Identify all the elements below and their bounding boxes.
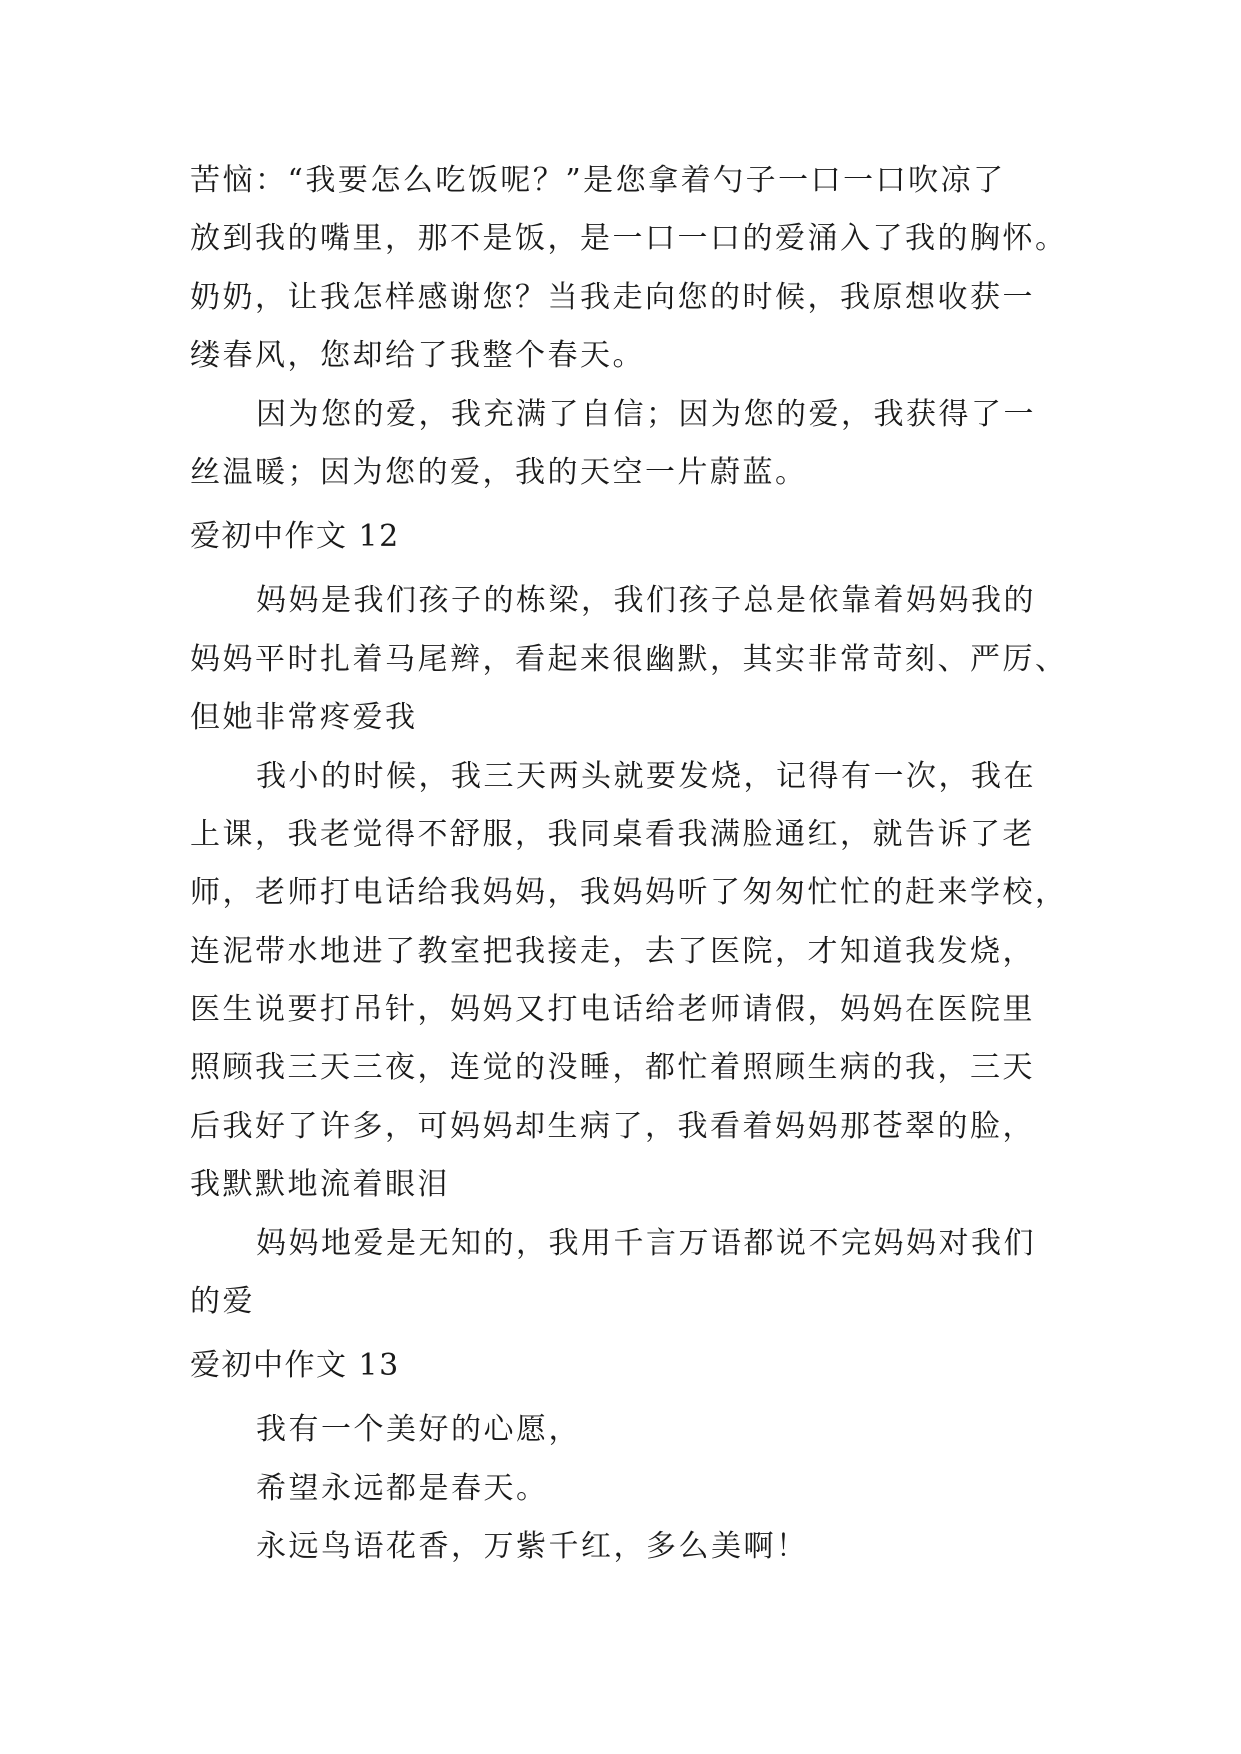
text-line: 上课，我老觉得不舒服，我同桌看我满脸通红，就告诉了老 bbox=[190, 816, 1035, 852]
text-line: 后我好了许多，可妈妈却生病了，我看着妈妈那苍翠的脸， bbox=[190, 1108, 1035, 1144]
text-line: 因为您的爱，我充满了自信；因为您的爱，我获得了一 bbox=[256, 396, 1036, 432]
text-line: 的爱 bbox=[190, 1284, 255, 1320]
text-line: 但她非常疼爱我 bbox=[190, 700, 418, 736]
text-line: 我小的时候，我三天两头就要发烧，记得有一次，我在 bbox=[256, 758, 1036, 794]
text-line: 我默默地流着眼泪 bbox=[190, 1167, 450, 1203]
text-line: 师，老师打电话给我妈妈，我妈妈听了匆匆忙忙的赶来学校， bbox=[190, 875, 1068, 911]
text-line: 放到我的嘴里，那不是饭，是一口一口的爱涌入了我的胸怀。 bbox=[190, 221, 1068, 257]
text-line: 医生说要打吊针，妈妈又打电话给老师请假，妈妈在医院里 bbox=[190, 992, 1035, 1028]
text-line: 奶奶，让我怎样感谢您？当我走向您的时候，我原想收获一 bbox=[190, 279, 1035, 315]
section-heading: 爱初中作文 13 bbox=[190, 1348, 400, 1384]
text-line: 妈妈平时扎着马尾辫，看起来很幽默，其实非常苛刻、严厉、 bbox=[190, 641, 1068, 677]
text-line: 丝温暖；因为您的爱，我的天空一片蔚蓝。 bbox=[190, 454, 808, 490]
text-line: 苦恼：“我要怎么吃饭呢？”是您拿着勺子一口一口吹凉了 bbox=[190, 163, 1006, 198]
text-line: 妈妈是我们孩子的栋梁，我们孩子总是依靠着妈妈我的 bbox=[256, 583, 1036, 619]
text-line: 缕春风，您却给了我整个春天。 bbox=[190, 338, 645, 374]
document-page bbox=[190, 152, 1068, 1577]
section-heading: 爱初中作文 12 bbox=[190, 519, 400, 555]
text-line: 希望永远都是春天。 bbox=[256, 1470, 549, 1506]
text-line: 连泥带水地进了教室把我接走，去了医院，才知道我发烧， bbox=[190, 933, 1035, 969]
text-line: 照顾我三天三夜，连觉的没睡，都忙着照顾生病的我，三天 bbox=[190, 1050, 1035, 1086]
text-line: 妈妈地爱是无知的，我用千言万语都说不完妈妈对我们 bbox=[256, 1225, 1036, 1261]
text-line: 我有一个美好的心愿， bbox=[256, 1412, 581, 1448]
text-line: 永远鸟语花香，万紫千红，多么美啊！ bbox=[256, 1529, 809, 1565]
